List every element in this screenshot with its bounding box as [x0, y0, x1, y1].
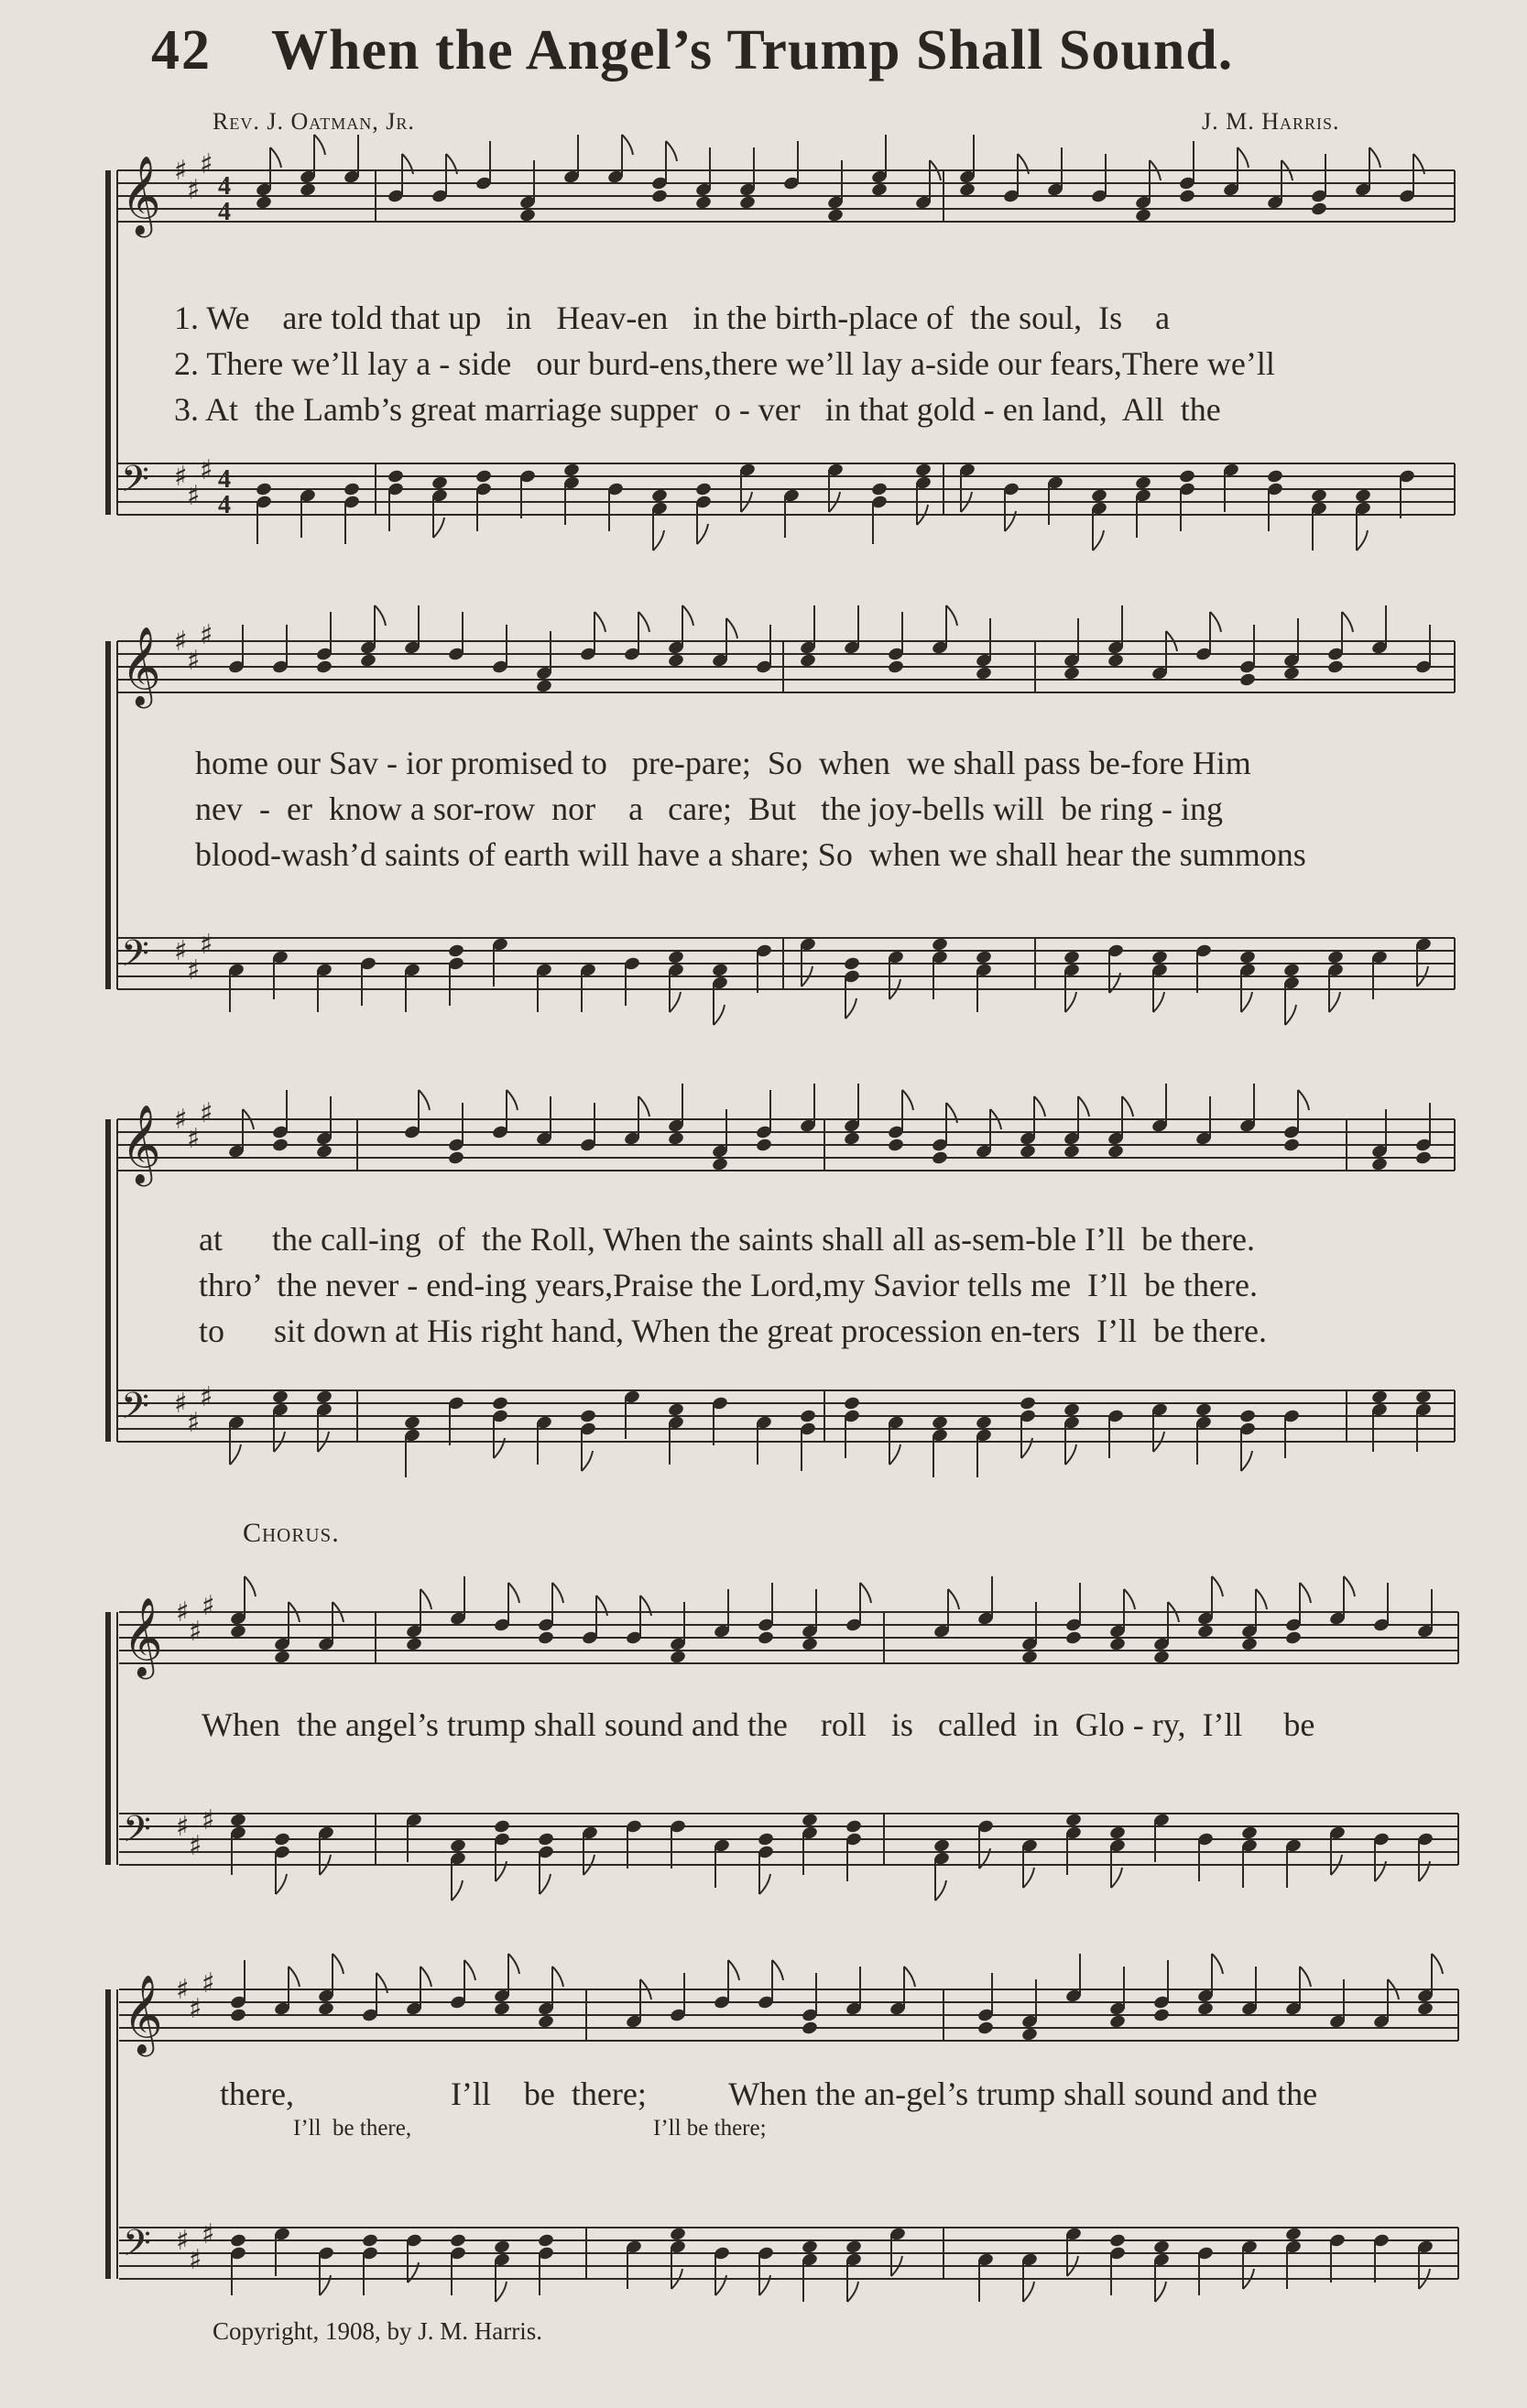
- note-head: [843, 1131, 860, 1147]
- note-flag: [1285, 1005, 1296, 1025]
- note-head: [711, 1157, 728, 1172]
- note-flag: [1153, 992, 1164, 1012]
- note-head: [1178, 469, 1195, 485]
- note-head: [975, 950, 992, 965]
- treble-clef-icon: 𝄞: [121, 1105, 161, 1183]
- note-head: [1134, 475, 1151, 491]
- composer-credit: J. M. Harris.: [1202, 108, 1340, 135]
- note-head: [757, 1630, 774, 1646]
- note-head: [801, 1813, 818, 1828]
- note-flag: [1238, 147, 1249, 168]
- bass-clef-icon: 𝄢: [123, 2222, 151, 2273]
- note-head: [1240, 1637, 1258, 1652]
- sharp-icon: ♯: [187, 1123, 201, 1155]
- note-head: [801, 2021, 818, 2036]
- note-head: [403, 1415, 420, 1431]
- note-head: [361, 2233, 378, 2249]
- note-head: [562, 463, 580, 478]
- verse2-line3: thro’ the never - end-ing years,Praise the Lord,my Savior tells me I’ll be there.: [199, 1267, 1258, 1303]
- note-flag: [1111, 1868, 1122, 1888]
- sharp-icon: ♯: [187, 954, 201, 986]
- note-head: [975, 666, 992, 681]
- note-flag: [420, 1967, 431, 1987]
- note-flag: [552, 1967, 563, 1987]
- sharp-icon: ♯: [176, 2225, 190, 2257]
- note-head: [711, 963, 728, 978]
- note-head: [931, 937, 948, 953]
- note-flag: [1212, 1576, 1223, 1596]
- sharp-icon: ♯: [187, 1407, 201, 1439]
- note-flag: [496, 2282, 507, 2302]
- sharp-icon: ♯: [202, 1590, 215, 1622]
- note-head: [1238, 1409, 1256, 1424]
- note-flag: [845, 998, 856, 1019]
- note-head: [1238, 950, 1256, 965]
- note-flag: [935, 1880, 946, 1901]
- note-flag: [1155, 2282, 1166, 2302]
- note-flag: [540, 1874, 551, 1894]
- note-flag: [904, 1967, 915, 1987]
- note-head: [1152, 2008, 1170, 2023]
- note-head: [1178, 189, 1195, 204]
- note-head: [405, 1637, 422, 1652]
- note-head: [1063, 1144, 1080, 1160]
- note-head: [755, 1138, 772, 1153]
- note-flag: [375, 605, 386, 626]
- note-head: [1090, 488, 1107, 504]
- note-flag: [1329, 992, 1340, 1012]
- lyricist-credit: Rev. J. Oatman, Jr.: [213, 108, 415, 135]
- note-head: [1414, 1150, 1432, 1166]
- sharp-icon: ♯: [200, 929, 213, 961]
- note-head: [738, 195, 756, 211]
- note-head: [491, 1396, 508, 1411]
- note-head: [1282, 1138, 1300, 1153]
- note-head: [1370, 1389, 1388, 1405]
- treble-clef-icon: 𝄞: [123, 1597, 163, 1676]
- note-head: [1019, 1396, 1036, 1411]
- note-head: [843, 1396, 860, 1411]
- note-head: [474, 469, 492, 485]
- note-head: [1152, 1650, 1170, 1665]
- note-flag: [889, 1444, 900, 1465]
- chorus-echo-2: I’ll be there;: [653, 2116, 767, 2141]
- sharp-icon: ♯: [189, 1616, 202, 1648]
- note-flag: [314, 135, 325, 155]
- note-flag: [728, 1960, 739, 1980]
- verse1-line3: at the call-ing of the Roll, When the saints shall all as-sem-ble I’ll be there.: [199, 1221, 1256, 1258]
- note-head: [843, 956, 860, 972]
- sharp-icon: ♯: [202, 1804, 215, 1836]
- note-head: [1063, 1402, 1080, 1418]
- note-flag: [419, 1090, 430, 1110]
- sharp-icon: ♯: [200, 619, 213, 651]
- note-flag: [653, 530, 664, 550]
- sharp-icon: ♯: [174, 626, 188, 658]
- verse1-line1: 1. We are told that up in Heav-en in the birth-place of the soul, Is a: [174, 300, 1171, 336]
- note-head: [1240, 1825, 1258, 1841]
- note-flag: [333, 1954, 344, 1974]
- note-head: [1416, 2001, 1434, 2017]
- note-flag: [1212, 1954, 1223, 1974]
- note-head: [1310, 488, 1327, 504]
- note-flag: [714, 1005, 725, 1025]
- note-head: [1019, 1144, 1036, 1160]
- sharp-icon: ♯: [200, 148, 213, 180]
- note-head: [1108, 1637, 1126, 1652]
- note-flag: [1034, 1096, 1045, 1117]
- note-head: [1151, 950, 1168, 965]
- verse1-line2: home our Sav - ior promised to pre-pare; So when we shall pass be-fore Him: [195, 745, 1251, 781]
- note-flag: [464, 1960, 475, 1980]
- note-head: [694, 195, 712, 211]
- note-head: [1107, 1144, 1124, 1160]
- verse3-line3: to sit down at His right hand, When the great procession en-ters I’ll be there.: [199, 1313, 1268, 1349]
- note-flag: [1093, 530, 1104, 550]
- note-head: [271, 1138, 289, 1153]
- note-flag: [1432, 1954, 1443, 1974]
- note-head: [1238, 672, 1256, 688]
- note-head: [1370, 1157, 1388, 1172]
- note-flag: [552, 1583, 563, 1603]
- note-head: [667, 1131, 684, 1147]
- note-head: [1108, 1825, 1126, 1841]
- note-head: [343, 482, 360, 497]
- note-head: [359, 653, 376, 669]
- note-flag: [1078, 1096, 1089, 1117]
- note-flag: [682, 605, 693, 626]
- note-flag: [860, 1583, 871, 1603]
- note-head: [650, 189, 668, 204]
- note-head: [799, 1409, 816, 1424]
- chorus-line1: When the angel’s trump shall sound and the roll is called in Glo - ry, I’ll be: [202, 1706, 1315, 1743]
- note-head: [1134, 208, 1151, 223]
- verse3-line2: blood-wash’d saints of earth will have a share; So when we shall hear the summons: [195, 836, 1306, 873]
- note-flag: [1124, 1589, 1135, 1609]
- note-flag: [507, 1090, 518, 1110]
- time-signature-top: 4: [218, 172, 231, 201]
- note-flag: [948, 1589, 959, 1609]
- note-head: [1063, 666, 1080, 681]
- note-head: [447, 1150, 464, 1166]
- note-flag: [230, 1444, 241, 1465]
- note-head: [801, 1637, 818, 1652]
- note-head: [1326, 950, 1344, 965]
- note-flag: [1023, 1868, 1034, 1888]
- note-flag: [1369, 147, 1380, 168]
- note-head: [1020, 2027, 1038, 2043]
- note-head: [1107, 653, 1124, 669]
- note-head: [887, 659, 904, 675]
- verse2-line1: 2. There we’ll lay a - side our burd-ens,there we’ll lay a-side our fears,There we’ll: [174, 345, 1275, 382]
- time-signature-bottom: 4: [218, 491, 231, 519]
- sharp-icon: ♯: [189, 1993, 202, 2025]
- verse3-line1: 3. At the Lamb’s great marriage supper o - ver in that gold - en land, All the: [174, 391, 1221, 428]
- note-head: [757, 1832, 774, 1847]
- note-head: [1284, 2227, 1302, 2242]
- verse2-line2: nev - er know a sor-row nor a care; But the joy-bells will be ring - ing: [195, 790, 1223, 827]
- bass-clef-icon: 𝄢: [121, 458, 149, 509]
- note-head: [535, 679, 552, 694]
- sharp-icon: ♯: [174, 1104, 188, 1136]
- note-head: [1284, 1630, 1302, 1646]
- sharp-icon: ♯: [174, 1388, 188, 1420]
- note-head: [799, 653, 816, 669]
- note-flag: [1241, 992, 1252, 1012]
- note-head: [933, 1838, 950, 1854]
- note-head: [229, 1624, 246, 1640]
- note-head: [870, 482, 888, 497]
- note-head: [826, 208, 844, 223]
- note-head: [914, 463, 932, 478]
- note-flag: [508, 1583, 519, 1603]
- note-head: [694, 482, 712, 497]
- note-flag: [1122, 1096, 1133, 1117]
- note-head: [870, 182, 888, 198]
- note-head: [579, 1409, 596, 1424]
- sharp-icon: ♯: [189, 1830, 202, 1862]
- note-flag: [582, 1451, 593, 1471]
- note-flag: [697, 524, 708, 544]
- sharp-icon: ♯: [189, 2244, 202, 2276]
- note-head: [315, 1389, 333, 1405]
- note-flag: [452, 1880, 463, 1901]
- note-flag: [1300, 1583, 1311, 1603]
- treble-clef-icon: 𝄞: [123, 1975, 163, 2054]
- note-head: [1282, 666, 1300, 681]
- note-head: [229, 2008, 246, 2023]
- sharp-icon: ♯: [200, 1097, 213, 1129]
- note-head: [801, 2239, 818, 2255]
- note-head: [315, 659, 333, 675]
- note-flag: [847, 2282, 858, 2302]
- note-head: [667, 950, 684, 965]
- time-signature-top: 4: [218, 465, 231, 494]
- note-flag: [1210, 612, 1221, 632]
- note-head: [1266, 469, 1283, 485]
- note-head: [493, 2001, 510, 2017]
- note-flag: [1342, 612, 1353, 632]
- note-head: [1108, 2014, 1126, 2030]
- note-head: [1063, 950, 1080, 965]
- note-head: [493, 1819, 510, 1835]
- note-head: [1196, 1624, 1214, 1640]
- note-flag: [276, 1874, 287, 1894]
- note-head: [845, 2239, 862, 2255]
- note-head: [1064, 1813, 1082, 1828]
- note-flag: [594, 612, 605, 632]
- note-flag: [1344, 1576, 1355, 1596]
- note-head: [958, 182, 976, 198]
- note-flag: [1241, 1451, 1252, 1471]
- note-flag: [670, 992, 681, 1012]
- note-flag: [946, 605, 957, 626]
- bass-clef-icon: 𝄢: [123, 1808, 151, 1859]
- bass-clef-icon: 𝄢: [121, 1385, 149, 1436]
- note-head: [315, 1144, 333, 1160]
- note-flag: [638, 1096, 649, 1117]
- note-head: [518, 208, 536, 223]
- note-head: [1326, 659, 1344, 675]
- note-head: [650, 488, 668, 504]
- note-head: [931, 1150, 948, 1166]
- note-head: [537, 2233, 554, 2249]
- note-flag: [245, 1576, 256, 1596]
- note-head: [669, 2227, 686, 2242]
- chorus-label: Chorus.: [243, 1518, 340, 1548]
- treble-clef-icon: 𝄞: [121, 156, 161, 234]
- sharp-icon: ♯: [187, 480, 201, 512]
- note-flag: [289, 1967, 300, 1987]
- note-head: [317, 2001, 334, 2017]
- bass-clef-icon: 𝄢: [121, 932, 149, 984]
- note-flag: [622, 135, 633, 155]
- chorus-echo-1: I’ll be there,: [293, 2116, 412, 2141]
- note-flag: [1023, 2282, 1034, 2302]
- note-head: [1152, 2239, 1170, 2255]
- note-flag: [1300, 1967, 1311, 1987]
- note-flag: [1256, 1589, 1267, 1609]
- note-flag: [1298, 1090, 1309, 1110]
- chorus-line2: there, I’ll be there; When the an-gel’s trump shall sound and the: [220, 2076, 1318, 2112]
- note-head: [1310, 202, 1327, 217]
- note-head: [229, 1813, 246, 1828]
- note-head: [1354, 488, 1371, 504]
- note-head: [273, 1832, 290, 1847]
- note-head: [1194, 1402, 1212, 1418]
- note-head: [1282, 963, 1300, 978]
- note-head: [493, 2239, 510, 2255]
- note-flag: [1065, 992, 1076, 1012]
- note-head: [255, 482, 272, 497]
- note-head: [1020, 1650, 1038, 1665]
- copyright-notice: Copyright, 1908, by J. M. Harris.: [213, 2317, 542, 2345]
- note-flag: [433, 518, 444, 538]
- note-head: [1414, 1389, 1432, 1405]
- note-flag: [902, 1090, 913, 1110]
- note-head: [229, 2233, 246, 2249]
- note-head: [299, 182, 316, 198]
- note-head: [845, 1819, 862, 1835]
- note-head: [537, 1630, 554, 1646]
- note-head: [1064, 1630, 1082, 1646]
- note-head: [449, 1838, 466, 1854]
- note-head: [667, 653, 684, 669]
- note-flag: [1065, 1444, 1076, 1465]
- sharp-icon: ♯: [202, 1967, 215, 1999]
- note-head: [976, 2021, 994, 2036]
- note-flag: [1357, 530, 1368, 550]
- sharp-icon: ♯: [187, 174, 201, 206]
- hymn-title: When the Angel’s Trump Shall Sound.: [271, 19, 1234, 82]
- sharp-icon: ♯: [176, 1596, 190, 1629]
- note-flag: [772, 1960, 783, 1980]
- note-head: [931, 1415, 948, 1431]
- hymn-number: 42: [151, 19, 212, 82]
- sharp-icon: ♯: [176, 1811, 190, 1843]
- sharp-icon: ♯: [176, 1974, 190, 2006]
- note-head: [447, 943, 464, 959]
- note-head: [271, 1389, 289, 1405]
- note-flag: [759, 1874, 770, 1894]
- sharp-icon: ♯: [174, 935, 188, 967]
- time-signature-bottom: 4: [218, 198, 231, 226]
- note-head: [537, 2014, 554, 2030]
- note-head: [975, 1415, 992, 1431]
- sharp-icon: ♯: [202, 2218, 215, 2250]
- note-head: [1108, 2233, 1126, 2249]
- note-head: [387, 469, 404, 485]
- note-head: [887, 1138, 904, 1153]
- sharp-icon: ♯: [200, 1381, 213, 1413]
- treble-clef-icon: 𝄞: [121, 627, 161, 705]
- note-flag: [508, 1954, 519, 1974]
- note-head: [1196, 2001, 1214, 2017]
- note-flag: [638, 612, 649, 632]
- note-head: [431, 475, 448, 491]
- note-flag: [666, 141, 677, 161]
- note-head: [537, 1832, 554, 1847]
- sharp-icon: ♯: [187, 645, 201, 677]
- note-head: [669, 1650, 686, 1665]
- note-head: [255, 195, 272, 211]
- note-head: [273, 1650, 290, 1665]
- sharp-icon: ♯: [200, 454, 213, 486]
- note-flag: [420, 1589, 431, 1609]
- note-head: [667, 1402, 684, 1418]
- note-flag: [726, 618, 737, 638]
- sharp-icon: ♯: [174, 461, 188, 493]
- sharp-icon: ♯: [174, 155, 188, 187]
- note-flag: [270, 147, 281, 168]
- note-head: [449, 2233, 466, 2249]
